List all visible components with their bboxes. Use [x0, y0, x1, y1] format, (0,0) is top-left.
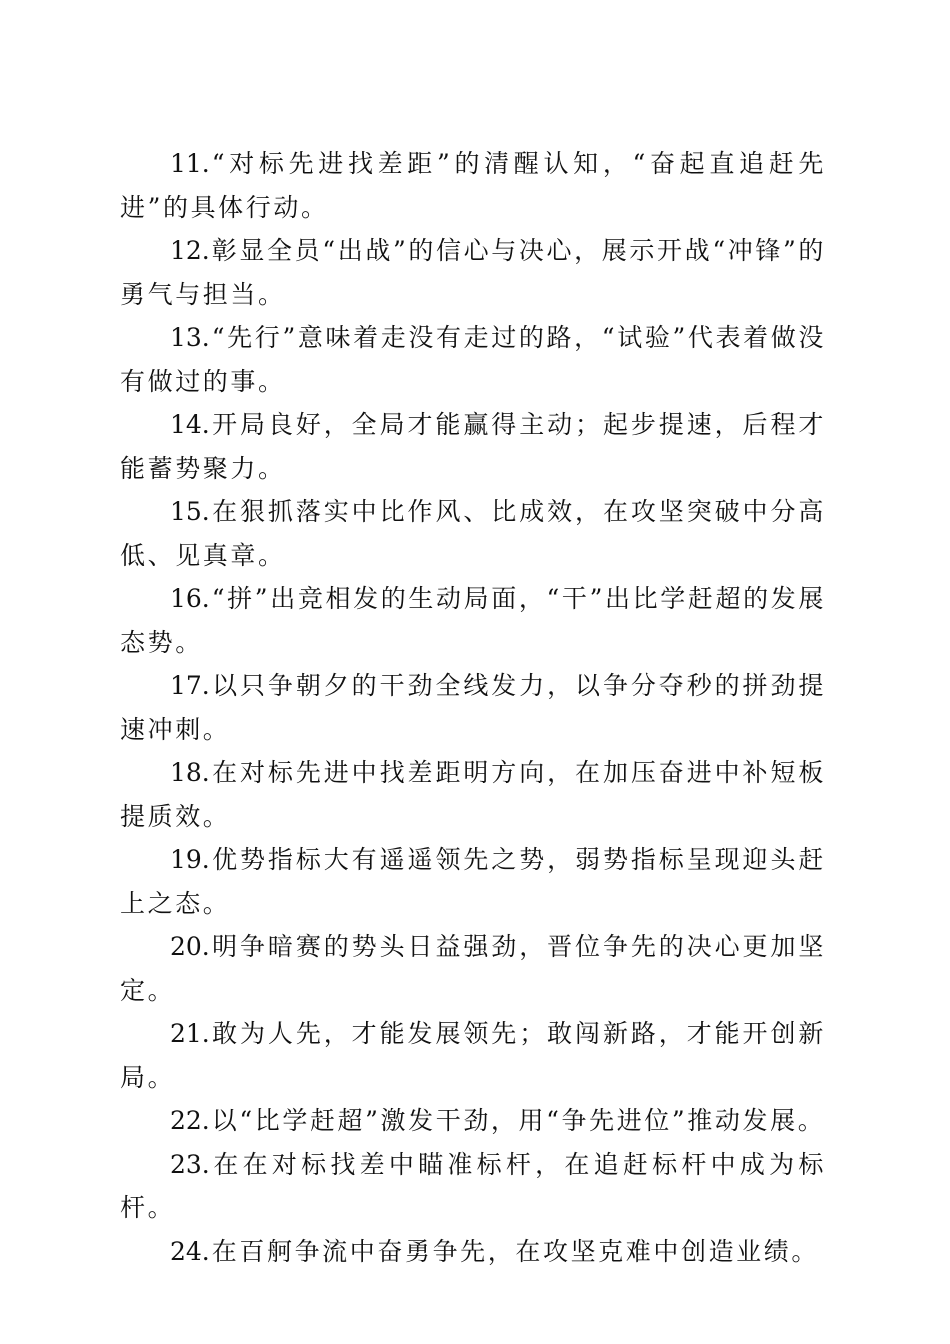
- item-number: 19.: [170, 845, 210, 874]
- item-number: 17.: [170, 671, 210, 700]
- document-body: [120, 142, 826, 1273]
- item-text: “先行”意味着走没有走过的路，“试验”代表着做没有做过的事。: [120, 323, 826, 396]
- list-item: [120, 1143, 826, 1230]
- list-item: [120, 751, 826, 838]
- list-item: [120, 1099, 826, 1143]
- item-number: 18.: [170, 758, 210, 787]
- item-text: “对标先进找差距”的清醒认知，“奋起直追赶先进”的具体行动。: [120, 149, 826, 222]
- list-item: [120, 838, 826, 925]
- item-number: 22.: [170, 1106, 210, 1135]
- item-text: 在对标先进中找差距明方向，在加压奋进中补短板提质效。: [120, 758, 826, 831]
- item-number: 13.: [170, 323, 210, 352]
- list-item: [120, 142, 826, 229]
- item-number: 16.: [170, 584, 210, 613]
- list-item: [120, 403, 826, 490]
- list-item: [120, 316, 826, 403]
- list-item: [120, 229, 826, 316]
- item-number: 12.: [170, 236, 210, 265]
- item-number: 15.: [170, 497, 210, 526]
- item-number: 21.: [170, 1019, 210, 1048]
- item-text: 开局良好，全局才能赢得主动；起步提速，后程才能蓄势聚力。: [120, 410, 826, 483]
- item-text: 优势指标大有遥遥领先之势，弱势指标呈现迎头赶上之态。: [120, 845, 826, 918]
- item-text: 彰显全员“出战”的信心与决心，展示开战“冲锋”的勇气与担当。: [120, 236, 826, 309]
- item-text: 敢为人先，才能发展领先；敢闯新路，才能开创新局。: [120, 1019, 826, 1092]
- list-item: [120, 664, 826, 751]
- list-item: [120, 925, 826, 1012]
- item-text: 在百舸争流中奋勇争先，在攻坚克难中创造业绩。: [211, 1236, 819, 1266]
- item-text: 以只争朝夕的干劲全线发力，以争分夺秒的拼劲提速冲刺。: [120, 671, 826, 744]
- item-number: 11.: [170, 149, 210, 178]
- item-number: 20.: [170, 932, 210, 961]
- item-number: 24.: [170, 1236, 210, 1266]
- list-item: [120, 577, 826, 664]
- list-item: [120, 1230, 826, 1274]
- item-text: 明争暗赛的势头日益强劲，晋位争先的决心更加坚定。: [120, 932, 826, 1005]
- item-text: “拼”出竞相发的生动局面，“干”出比学赶超的发展态势。: [120, 584, 826, 657]
- item-text: 在在对标找差中瞄准标杆，在追赶标杆中成为标杆。: [120, 1149, 826, 1222]
- item-number: 14.: [170, 410, 210, 439]
- list-item: [120, 1012, 826, 1099]
- list-item: [120, 490, 826, 577]
- item-number: 23.: [170, 1149, 210, 1179]
- item-text: 在狠抓落实中比作风、比成效，在攻坚突破中分高低、见真章。: [120, 497, 826, 570]
- item-text: 以“比学赶超”激发干劲，用“争先进位”推动发展。: [211, 1106, 826, 1135]
